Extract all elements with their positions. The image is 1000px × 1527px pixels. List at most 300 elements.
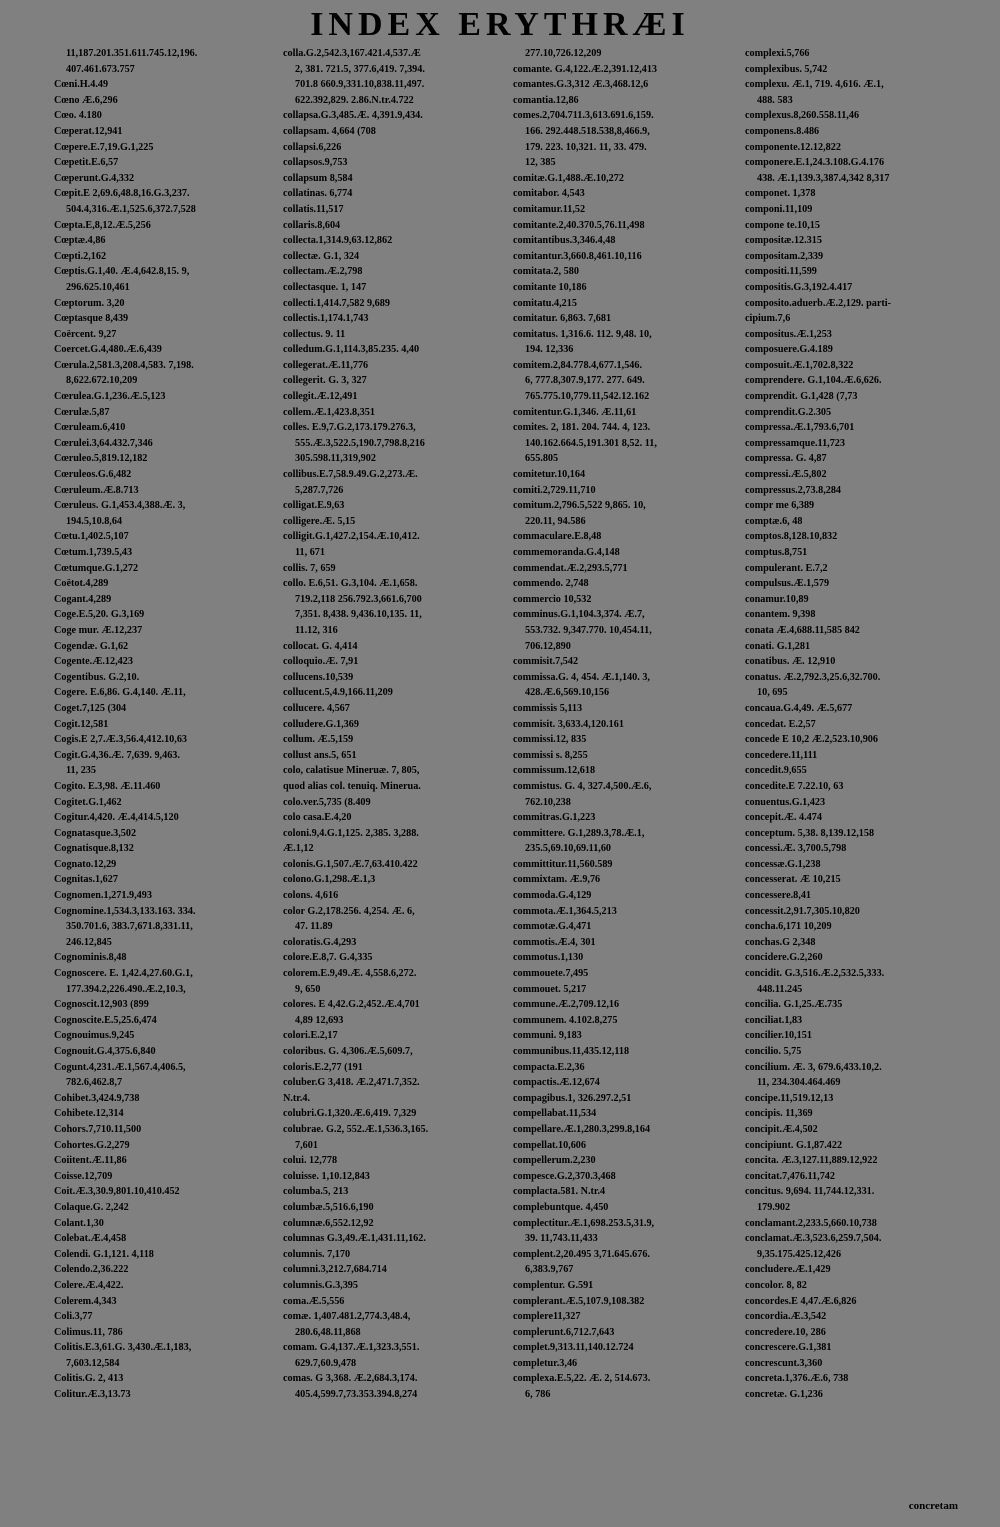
index-entry: Cognatasque.3,502: [54, 827, 137, 839]
index-entry: Cohibete.12,314: [54, 1108, 124, 1120]
index-entry: 504.4,316.Æ.1,525.6,372.7,528: [66, 203, 196, 215]
index-entry: collegit.Æ.12,491: [283, 391, 358, 403]
index-entry: color G.2,178.256. 4,254. Æ. 6,: [283, 905, 415, 917]
index-entry: compactis.Æ.12,674: [513, 1077, 600, 1089]
index-entry: concolor. 8, 82: [745, 1279, 807, 1291]
index-entry: colore.E.8,7. G.4,335: [283, 952, 373, 964]
index-entry: collegerit. G. 3, 327: [283, 375, 367, 387]
index-entry: colo casa.E.4,20: [283, 812, 352, 824]
index-entry: comitentur.G.1,346. Æ.11,61: [513, 406, 637, 418]
index-entry: colubri.G.1,320.Æ.6,419. 7,329: [283, 1108, 417, 1120]
index-entry: concede E 10,2 Æ.2,523.10,906: [745, 734, 878, 746]
index-entry: concordes.E 4,47.Æ.6,826: [745, 1295, 857, 1307]
index-entry: colludere.G.1,369: [283, 718, 359, 730]
index-entry: concludere.Æ.1,429: [745, 1264, 831, 1276]
index-entry: commemoranda.G.4,148: [513, 547, 620, 558]
index-entry: collatinas. 6,774: [283, 188, 353, 200]
index-entry: concilier.10,151: [745, 1030, 812, 1042]
index-entry: 6, 786: [525, 1389, 551, 1401]
index-entry: Cogitet.G.1,462: [54, 796, 122, 808]
index-entry: coluisse. 1,10.12,843: [283, 1170, 370, 1182]
index-entry: compacta.E.2,36: [513, 1061, 585, 1073]
index-entry: concha.6,171 10,209: [745, 921, 832, 933]
index-entry: compressa. G. 4,87: [745, 453, 827, 465]
index-entry: columnis. 7,170: [283, 1248, 351, 1260]
index-entry: colorem.E.9,49.Æ. 4,558.6,272.: [283, 968, 417, 980]
index-entry: collapsos.9,753: [283, 157, 348, 169]
index-entry: concesserat. Æ 10,215: [745, 874, 841, 886]
index-entry: collo. E.6,51. G.3,104. Æ.1,658.: [283, 578, 418, 590]
index-column-3: [513, 46, 749, 1403]
index-entry: 448.11.245: [757, 983, 803, 995]
index-entry: compositæ.12.315: [745, 235, 822, 247]
index-entry: concessit.2,91.7,305.10,820: [745, 905, 860, 917]
index-entry: compressamque.11,723: [745, 437, 845, 449]
index-entry: Cœtum.1,739.5,43: [54, 547, 133, 558]
index-entry: Cogentibus. G.2,10.: [54, 671, 140, 683]
index-entry: Cognomine.1,534.3,133.163. 334.: [54, 905, 196, 917]
index-entry: colligat.E.9,63: [283, 500, 345, 512]
index-entry: collectus. 9. 11: [283, 328, 346, 340]
index-entry: commistus. G. 4, 327.4,500.Æ.6,: [513, 780, 652, 792]
index-entry: conantem. 9,398: [745, 609, 816, 621]
index-entry: 296.625.10,461: [66, 281, 130, 293]
index-entry: coloris.E.2,77 (191: [283, 1061, 363, 1073]
index-entry: quod alias col. tenuiq. Minerua.: [283, 780, 421, 792]
index-entry: collectæ. G.1, 324: [283, 250, 360, 262]
index-entry: collapsam. 4,664 (708: [283, 125, 376, 137]
index-entry: concitus. 9,694. 11,744.12,331.: [745, 1186, 875, 1198]
index-entry: composuit.Æ.1,702.8,322: [745, 359, 854, 371]
index-entry: Cohibet.3,424.9,738: [54, 1092, 140, 1104]
index-entry: compellabat.11,534: [513, 1108, 597, 1120]
index-entry: commota.Æ.1,364.5,213: [513, 905, 617, 917]
index-entry: compressa.Æ.1,793.6,701: [745, 422, 855, 434]
index-entry: 11.12, 316: [295, 624, 338, 636]
index-entry: Colimus.11, 786: [54, 1326, 123, 1338]
index-entry: Cogitur.4,420. Æ.4,414.5,120: [54, 812, 179, 824]
index-entry: commissa.G. 4, 454. Æ.1,140. 3,: [513, 671, 650, 683]
index-entry: Cogente.Æ.12,423: [54, 656, 133, 668]
index-entry: commendo. 2,748: [513, 578, 589, 590]
index-entry: Cognomen.1,271.9,493: [54, 890, 152, 902]
index-entry: componi.11,109: [745, 203, 813, 215]
index-entry: 2, 381. 721.5, 377.6,419. 7,394.: [295, 63, 425, 75]
index-entry: colui. 12,778: [283, 1155, 338, 1167]
index-entry: comitata.2, 580: [513, 266, 579, 278]
index-entry: concredere.10, 286: [745, 1326, 826, 1338]
index-entry: commotus.1,130: [513, 952, 584, 964]
index-entry: concretæ. G.1,236: [745, 1389, 823, 1401]
index-entry: commercio 10,532: [513, 593, 592, 605]
index-entry: collucent.5,4.9,166.11,209: [283, 687, 393, 699]
index-entry: coloribus. G. 4,306.Æ.5,609.7,: [283, 1046, 413, 1057]
index-entry: 719.2,118 256.792.3,661.6,700: [295, 593, 422, 605]
index-entry: commissi.12, 835: [513, 734, 587, 746]
index-entry: committere. G.1,289.3,78.Æ.1,: [513, 827, 645, 839]
index-entry: comitantur.3,660.8,461.10,116: [513, 250, 642, 262]
index-entry: comprendit.G.2.305: [745, 406, 832, 418]
index-entry: 438. Æ.1,139.3,387.4,342 8,317: [757, 172, 890, 184]
index-entry: 9,35.175.425.12,426: [757, 1248, 842, 1260]
index-entry: compositi.11,599: [745, 266, 817, 278]
index-entry: 4,89 12,693: [295, 1014, 344, 1026]
index-entry: collecta.1,314.9,63.12,862: [283, 235, 393, 247]
index-entry: Cognouimus.9,245: [54, 1030, 135, 1042]
index-entry: comminus.G.1,104.3,374. Æ.7,: [513, 609, 645, 621]
index-entry: Cœruleos.G.6,482: [54, 469, 132, 481]
index-entry: cipium.7,6: [745, 313, 791, 325]
index-entry: 7,601: [295, 1139, 318, 1151]
index-entry: collectam.Æ.2,798: [283, 266, 363, 278]
index-entry: componere.E.1,24.3.108.G.4.176: [745, 157, 885, 169]
index-entry: colles. E.9,7.G.2,173.179.276.3,: [283, 422, 416, 434]
index-entry: Cœpti.2,162: [54, 250, 107, 262]
index-entry: conchas.G 2,348: [745, 936, 816, 948]
index-entry: colloquio.Æ. 7,91: [283, 656, 359, 668]
index-entry: commisit.7,542: [513, 656, 579, 668]
index-entry: 10, 695: [757, 687, 788, 699]
index-entry: Colerem.4,343: [54, 1295, 117, 1307]
index-entry: Cohortes.G.2,279: [54, 1139, 130, 1151]
index-entry: colligit.G.1,427.2,154.Æ.10,412.: [283, 531, 420, 543]
index-entry: Cogit.12,581: [54, 718, 109, 730]
index-entry: Colendo.2,36.222: [54, 1264, 129, 1276]
index-entry: 762.10,238: [525, 796, 571, 808]
index-entry: 220.11, 94.586: [525, 515, 586, 527]
index-entry: 622.392,829. 2.86.N.tr.4.722: [295, 94, 414, 106]
index-entry: complectitur.Æ.1,698.253.5,31.9,: [513, 1217, 655, 1229]
index-entry: concilio. 5,75: [745, 1046, 802, 1057]
index-entry: Cognatisque.8,132: [54, 843, 134, 855]
index-entry: comæ. 1,407.481.2,774.3,48.4,: [283, 1311, 411, 1323]
index-entry: communibus.11,435.12,118: [513, 1046, 630, 1057]
index-entry: 405.4,599.7,73.353.394.8,274: [295, 1389, 418, 1401]
index-entry: Cognoscit.12,903 (899: [54, 999, 149, 1011]
index-entry: Cœtumque.G.1,272: [54, 562, 139, 574]
index-entry: Cœrulea.G.1,236.Æ.5,123: [54, 391, 166, 403]
index-entry: 6,383.9,767: [525, 1264, 574, 1276]
index-entry: compositus.Æ.1,253: [745, 328, 832, 340]
index-entry: concedere.11,111: [745, 749, 818, 761]
index-entry: composuere.G.4.189: [745, 344, 833, 356]
index-entry: compulerant. E.7,2: [745, 562, 828, 574]
index-entry: 277.10,726.12,209: [525, 48, 602, 59]
index-entry: Cœruleam.6,410: [54, 422, 126, 434]
index-entry: 428.Æ.6,569.10,156: [525, 687, 610, 699]
index-entry: conatus. Æ.2,792.3,25.6,32.700.: [745, 671, 881, 683]
index-entry: conamur.10,89: [745, 593, 809, 605]
index-entry: 39. 11,743.11,433: [525, 1233, 598, 1245]
index-entry: 553.732. 9,347.770. 10,454.11,: [525, 624, 652, 636]
index-entry: Cœruleus. G.1,453.4,388.Æ. 3,: [54, 500, 186, 512]
index-entry: comantia.12,86: [513, 94, 579, 106]
index-entry: Coge mur. Æ.12,237: [54, 624, 143, 636]
index-entry: complentur. G.591: [513, 1279, 594, 1291]
index-entry: colo.ver.5,735 (8.409: [283, 796, 371, 808]
index-entry: 177.394.2,226.490.Æ.2,10.3,: [66, 983, 186, 995]
index-entry: Cœruleum.Æ.8.713: [54, 484, 139, 496]
index-entry: 140.162.664.5,191.301 8,52. 11,: [525, 437, 657, 449]
index-entry: concepit.Æ. 4.474: [745, 812, 822, 824]
index-entry: 11, 234.304.464.469: [757, 1077, 841, 1089]
index-entry: concaua.G.4,49. Æ.5,677: [745, 702, 853, 714]
index-entry: compositis.G.3,192.4.417: [745, 281, 853, 293]
index-entry: Colere.Æ.4,422.: [54, 1279, 124, 1291]
index-entry: Cognoscere. E. 1,42.4,27.60.G.1,: [54, 968, 193, 980]
index-entry: commoda.G.4,129: [513, 890, 592, 902]
index-entry: 194.5,10.8,64: [66, 515, 123, 527]
index-entry: Cœpere.E.7,19.G.1,225: [54, 141, 154, 153]
index-entry: conata Æ.4,688.11,585 842: [745, 624, 860, 636]
index-entry: Cœrulei.3,64.432.7,346: [54, 437, 153, 449]
index-entry: 8,622.672.10,209: [66, 375, 138, 387]
index-entry: 407.461.673.757: [66, 63, 135, 75]
index-entry: Cœptorum. 3,20: [54, 297, 125, 309]
index-entry: concessæ.G.1,238: [745, 858, 821, 870]
index-entry: comitatu.4,215: [513, 297, 577, 309]
index-entry: Cognato.12,29: [54, 858, 117, 870]
index-entry: Colitur.Æ.3,13.73: [54, 1389, 131, 1401]
index-entry: comptus.8,751: [745, 547, 808, 558]
index-entry: colligere.Æ. 5,15: [283, 515, 356, 527]
index-entry: complet.9,313.11,140.12.724: [513, 1342, 634, 1354]
index-entry: comprendere. G.1,104.Æ.6,626.: [745, 375, 882, 387]
index-entry: 179. 223. 10,321. 11, 33. 479.: [525, 141, 647, 153]
index-entry: commixtam. Æ.9,76: [513, 874, 601, 886]
index-entry: commissi s. 8,255: [513, 749, 588, 761]
page-title: INDEX ERYTHRÆI: [310, 6, 690, 43]
index-entry: compellat.10,606: [513, 1139, 586, 1151]
index-entry: collapsa.G.3,485.Æ. 4,391.9,434.: [283, 110, 423, 122]
index-entry: complerant.Æ.5,107.9,108.382: [513, 1295, 645, 1307]
index-entry: commouete.7,495: [513, 968, 589, 980]
index-entry: complexi.5,766: [745, 48, 810, 59]
index-column-1: [54, 46, 290, 1403]
index-entry: Cœptis.G.1,40. Æ.4,642.8,15. 9,: [54, 266, 190, 278]
index-entry: componet. 1,378: [745, 188, 816, 200]
index-entry: colubrae. G.2, 552.Æ.1,536.3,165.: [283, 1123, 429, 1135]
index-entry: Coëtot.4,289: [54, 578, 109, 590]
index-entry: Cognoscite.E.5,25.6,474: [54, 1014, 157, 1026]
index-entry: comptos.8,128.10,832: [745, 531, 838, 543]
index-entry: Coërcent. 9,27: [54, 328, 117, 340]
index-entry: 166. 292.448.518.538,8,466.9,: [525, 125, 650, 137]
index-entry: comitatus. 1,316.6. 112. 9,48. 10,: [513, 328, 652, 340]
index-entry: colo, calatisue Mineruæ. 7, 805,: [283, 765, 420, 777]
index-entry: collectasque. 1, 147: [283, 281, 367, 293]
index-entry: concipe.11,519.12,13: [745, 1092, 834, 1104]
index-entry: 280.6,48.11,868: [295, 1326, 361, 1338]
index-entry: Cœpit.E 2,69.6,48.8,16.G.3,237.: [54, 188, 190, 200]
index-entry: columnis.G.3,395: [283, 1279, 358, 1291]
index-column-2: [283, 46, 519, 1403]
index-entry: collibus.E.7,58.9.49.G.2,273.Æ.: [283, 469, 418, 481]
index-entry: Colitis.G. 2, 413: [54, 1373, 124, 1385]
index-entry: commune.Æ.2,709.12,16: [513, 999, 620, 1011]
index-entry: commouet. 5,217: [513, 983, 587, 995]
index-entry: colonis.G.1,507.Æ.7,63.410.422: [283, 858, 418, 870]
index-entry: 246.12,845: [66, 936, 112, 948]
index-entry: columba.5, 213: [283, 1186, 349, 1198]
index-entry: compesce.G.2,370.3,468: [513, 1170, 616, 1182]
index-entry: comitum.2,796.5,522 9,865. 10,: [513, 500, 646, 512]
index-entry: collapsi.6,226: [283, 141, 342, 153]
index-entry: comas. G 3,368. Æ.2,684.3,174.: [283, 1373, 418, 1385]
index-entry: 179.902: [757, 1201, 791, 1213]
index-entry: 12, 385: [525, 157, 556, 169]
index-entry: collust ans.5, 651: [283, 749, 357, 761]
index-entry: Cœno Æ.6,296: [54, 94, 118, 106]
index-entry: 488. 583: [757, 94, 793, 106]
index-entry: 701.8 660.9,331.10,838.11,497.: [295, 79, 425, 91]
index-entry: conatibus. Æ. 12,910: [745, 656, 836, 668]
index-entry: concedite.E 7.22.10, 63: [745, 780, 844, 792]
index-entry: Coiitent.Æ.11,86: [54, 1155, 127, 1167]
index-entry: concrescunt.3,360: [745, 1357, 823, 1369]
index-entry: conati. G.1,281: [745, 640, 811, 652]
index-entry: concipis. 11,369: [745, 1108, 813, 1120]
index-entry: commaculare.E.8,48: [513, 531, 602, 543]
index-entry: comitabor. 4,543: [513, 188, 585, 200]
index-entry: complerunt.6,712.7,643: [513, 1326, 615, 1338]
index-entry: Cohors.7,710.11,500: [54, 1123, 142, 1135]
index-entry: Cognominis.8,48: [54, 952, 127, 964]
index-entry: comam. G.4,137.Æ.1,323.3,551.: [283, 1342, 420, 1354]
index-column-4: [745, 46, 981, 1403]
index-entry: Cogunt.4,231.Æ.1,567.4,406.5,: [54, 1061, 186, 1073]
index-entry: commotis.Æ.4, 301: [513, 936, 596, 948]
index-entry: Coge.E.5,20. G.3,169: [54, 609, 145, 621]
index-entry: complere11,327: [513, 1311, 581, 1323]
index-entry: compulsus.Æ.1,579: [745, 578, 830, 590]
index-entry: collaris.8,604: [283, 219, 341, 231]
index-entry: collucens.10,539: [283, 671, 354, 683]
index-entry: collegerat.Æ.11,776: [283, 359, 369, 371]
index-entry: concrescere.G.1,381: [745, 1342, 832, 1354]
index-entry: Cœni.H.4.49: [54, 79, 109, 91]
index-entry: compagibus.1, 326.297.2,51: [513, 1092, 632, 1104]
index-entry: compellare.Æ.1,280.3,299.8,164: [513, 1123, 651, 1135]
index-entry: columnas G.3,49.Æ.1,431.11,162.: [283, 1233, 426, 1245]
index-entry: comitæ.G.1,488.Æ.10,272: [513, 172, 624, 184]
index-entry: 194. 12,336: [525, 344, 574, 356]
index-entry: Cogito. E.3,98. Æ.11.460: [54, 780, 161, 792]
index-entry: complexibus. 5,742: [745, 63, 828, 75]
index-entry: Colaque.G. 2,242: [54, 1201, 129, 1213]
index-entry: Cogis.E 2,7.Æ.3,56.4,412.10,63: [54, 734, 188, 746]
index-entry: concedat. E.2,57: [745, 718, 816, 730]
index-entry: concordia.Æ.3,542: [745, 1311, 827, 1323]
index-entry: complebuntque. 4,450: [513, 1201, 609, 1213]
index-entry: Æ.1,12: [283, 843, 314, 855]
index-entry: colono.G.1,298.Æ.1,3: [283, 874, 376, 886]
index-entry: comitamur.11,52: [513, 203, 586, 215]
index-entry: comes.2,704.711.3,613.691.6,159.: [513, 110, 654, 122]
index-entry: N.tr.4.: [283, 1092, 311, 1104]
index-entry: complexu. Æ.1, 719. 4,616. Æ.1,: [745, 79, 884, 91]
index-entry: Cœperat.12,941: [54, 125, 123, 137]
index-entry: 655.805: [525, 453, 559, 465]
index-entry: composito.aduerb.Æ.2,129. parti-: [745, 297, 892, 309]
index-entry: 47. 11.89: [295, 921, 333, 933]
index-entry: 555.Æ.3,522.5,190.7,798.8,216: [295, 437, 425, 449]
index-entry: Coli.3,77: [54, 1311, 93, 1323]
index-entry: columnæ.6,552.12,92: [283, 1217, 374, 1229]
index-entry: comitantibus.3,346.4,48: [513, 235, 616, 247]
index-entry: comitante.2,40.370.5,76.11,498: [513, 219, 645, 231]
index-entry: collocat. G. 4,414: [283, 640, 358, 652]
index-entry: comante. G.4,122.Æ.2,391.12,413: [513, 63, 658, 75]
index-entry: Cogant.4,289: [54, 593, 112, 605]
index-entry: collectis.1,174.1,743: [283, 313, 369, 325]
index-entry: colori.E.2,17: [283, 1030, 338, 1042]
index-entry: colores. E 4,42.G.2,452.Æ.4,701: [283, 999, 420, 1011]
index-entry: comitante 10,186: [513, 281, 587, 293]
index-entry: 9, 650: [295, 983, 321, 995]
index-entry: colla.G.2,542.3,167.421.4,537.Æ: [283, 48, 421, 59]
index-entry: 7,603.12,584: [66, 1357, 120, 1369]
index-entry: commitras.G.1,223: [513, 812, 596, 824]
index-entry: Coget.7,125 (304: [54, 702, 127, 714]
index-entry: Cœrulæ.5,87: [54, 406, 110, 418]
index-entry: concidere.G.2,260: [745, 952, 823, 964]
index-entry: collatis.11,517: [283, 203, 344, 215]
index-entry: commisit. 3,633.4,120.161: [513, 718, 624, 730]
index-entry: conceptum. 5,38. 8,139.12,158: [745, 827, 875, 839]
index-entry: 782.6,462.8,7: [66, 1077, 123, 1089]
index-entry: compressus.2,73.8,284: [745, 484, 842, 496]
index-entry: comitatur. 6,863. 7,681: [513, 313, 612, 325]
index-entry: 11,187.201.351.611.745.12,196.: [66, 48, 198, 59]
index-entry: communem. 4.102.8,275: [513, 1014, 618, 1026]
index-entry: concilium. Æ. 3, 679.6,433.10,2.: [745, 1061, 882, 1073]
index-entry: 629.7,60.9,478: [295, 1357, 357, 1369]
index-entry: columbæ.5,516.6,190: [283, 1201, 374, 1213]
index-entry: 305.598.11,319,902: [295, 453, 376, 465]
index-entry: collucere. 4,567: [283, 702, 350, 714]
index-entry: conuentus.G.1,423: [745, 796, 826, 808]
index-entry: componens.8.486: [745, 125, 820, 137]
index-entry: complacta.581. N.tr.4: [513, 1186, 606, 1198]
index-entry: Cœpetit.E.6,57: [54, 157, 119, 169]
index-entry: committitur.11,560.589: [513, 858, 613, 870]
index-entry: compellerum.2,230: [513, 1155, 596, 1167]
index-entry: Cognitas.1,627: [54, 874, 118, 886]
index-entry: collapsum 8,584: [283, 172, 353, 184]
index-entry: Colant.1,30: [54, 1217, 104, 1229]
index-entry: Coercet.G.4,480.Æ.6,439: [54, 344, 162, 356]
index-entry: 5,287.7,726: [295, 484, 344, 496]
index-entry: comitem.2,84.778.4,677.1,546.: [513, 359, 643, 371]
index-entry: Cogit.G.4,36.Æ. 7,639. 9,463.: [54, 749, 180, 761]
index-entry: Cognouit.G.4,375.6,840: [54, 1046, 156, 1057]
index-entry: coma.Æ.5,556: [283, 1295, 345, 1307]
index-entry: Cœo. 4.180: [54, 110, 102, 122]
index-entry: colons. 4,616: [283, 890, 339, 902]
index-entry: complent.2,20.495 3,71.645.676.: [513, 1248, 650, 1260]
index-entry: Cœptæ.4,86: [54, 235, 106, 247]
index-entry: 765.775.10,779.11,542.12.162: [525, 391, 650, 403]
catchword: concretam: [908, 1500, 958, 1512]
index-entry: 11, 235: [66, 765, 96, 777]
index-entry: collis. 7, 659: [283, 562, 336, 574]
index-entry: concedit.9,655: [745, 765, 807, 777]
index-entry: comiti.2,729.11,710: [513, 484, 596, 496]
index-entry: Cœruleo.5,819.12,182: [54, 453, 148, 465]
index-entry: comptæ.6, 48: [745, 515, 803, 527]
index-entry: Cœpta.E,8,12.Æ.5,256: [54, 219, 151, 231]
